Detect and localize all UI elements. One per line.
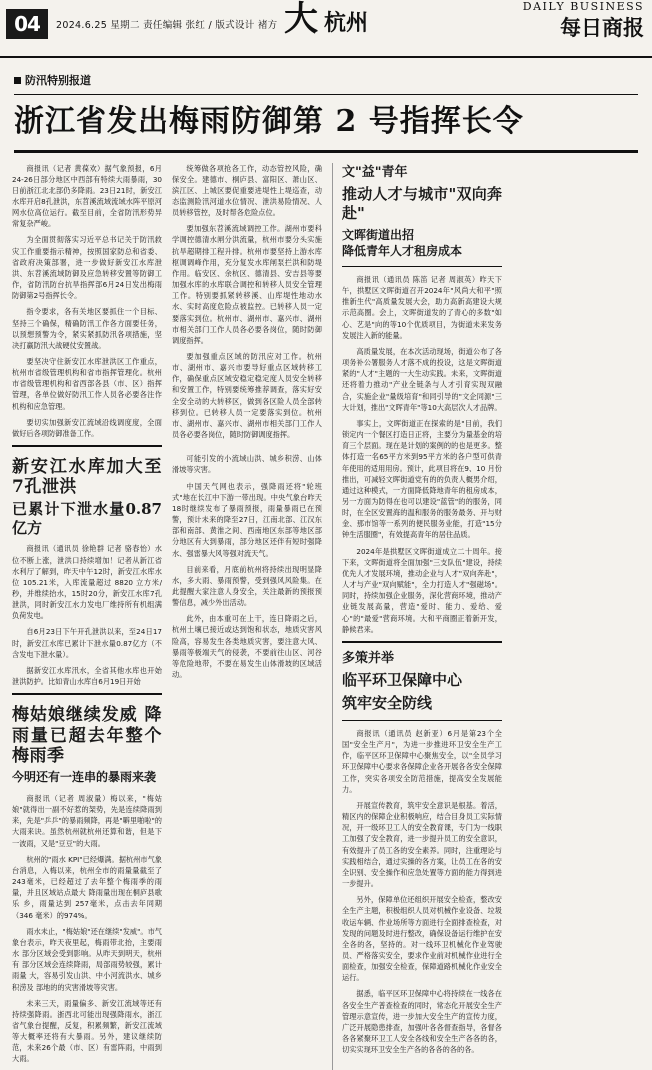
paragraph: 另外，保障单位还组织开展安全检查，整改安全生产主题，积极组织人员对机械作业设备、垃圾收运车辆、作业场所等方面进行全面排查检查，对发现的问题及时进行整改，确保设备运行维护在安全各的各，坚持的。对一线环卫机械化作业驾驶员、严格落实安全，要求作业前对机械作业进行全面检查，加强安全检查，保障道路机械化作业安全运行。 <box>342 895 502 983</box>
section-divider <box>14 94 638 95</box>
page-title: 浙江省发出梅雨防御第 2 号指挥长令 <box>14 104 524 139</box>
paragraph: 商报讯（通讯员 徐艳群 记者 骆春怡）水位不断上涨，泄洪口持续增加！记者从新江省水利厅了解到，昨天中午12时，新安江水库水位 105.21米，入库流量超过 8820 立方米/秒，并维续抬水，15时20分，新安江水库7孔泄洪，同时新安江水力发电厂维持所有机组满负荷发电。 <box>12 544 162 621</box>
paragraph: 为全面贯彻落实习近平总书记关于防汛救灾工作重要指示精神，按照国家防总和省委、省政府决策部署，进一步做好新安江水库泄洪、东苕溪流域防御及应急转移安置等防御工作，省防汛防台抗旱指挥部6月24日发出梅雨防御第2号指挥长令。 <box>12 235 162 301</box>
newspaper-logo-icon: 大 <box>283 0 318 39</box>
masthead-city: 杭州 <box>323 9 369 36</box>
paragraph: 自6月23日下午开孔泄洪以来，至24日17时，新安江水库已累计下泄水量0.87亿方（不含发电下泄水量）。 <box>12 627 162 659</box>
masthead-date-line: 2024.6.25 星期二 责任编辑 张红 / 版式设计 褚方 <box>56 20 278 31</box>
paragraph: 杭州的"雨水 KPI"已经爆满。据杭州市气象台消息，入梅以来，杭州全市的雨量量截至了243毫米，已经超过了去年整个梅雨季的雨量，并且区域站点最大 降雨量出现在桐庐县歌乐 乡，雨量达到 257毫米，点击去年同期（346 毫米）的974%。 <box>12 854 162 920</box>
masthead-chinese-title: 每日商报 <box>560 15 644 40</box>
masthead-logo-group <box>283 0 369 39</box>
sidebar-article-2-headline: 临平环卫保障中心 <box>342 671 463 689</box>
paragraph: 此外，由本重可在上干，连日降雨之后，杭州土壤已接近或达到饱和状态，地质灾害风险高，容易发生各类地质灾害，要注意大风、暴雨等极端天气的侵袭，不要前往山区、河谷等危险地带，不要在易发生山体滑坡的区域活动。 <box>172 614 322 680</box>
paragraph: 雨水未止，"梅姑娘"还在继续"发威"。市气象台表示，昨天夜里起，梅雨带北抬，主要雨水 部分区域会受到影响。从昨天到明天，杭州有 部分区域会连续降雨，局部雨势较强，累计雨量 大，容易引发山洪、中小河流洪水、城乡积涝及 部地的的灾害滑坡等灾害。 <box>12 926 162 992</box>
section-tag <box>14 72 652 88</box>
meigu-subheadline: 今明还有一连串的暴雨来袭 <box>12 770 157 785</box>
sidebar-divider <box>342 266 502 267</box>
sidebar-article-1-kicker: 文"益"青年 <box>342 164 408 180</box>
article-divider <box>12 445 162 447</box>
column-2 <box>172 163 322 1070</box>
paragraph: 商报讯（记者 周淑量）梅以来，"梅姑娘"就得出一副不好惹的架势，先是连续降雨到来，先是"乒乒"的暴雨频降，再是"噼里啪啦"的大雨来诀。虽然杭州就杭州还算和谐，但是下一波雨，又是"豆豆"的大雨。 <box>12 794 162 848</box>
paragraph: 指令要求，各有关地区要抓住一个目标、坚持三个确保，精确防汛工作各方面要任务，以预想预警为令，紧实紧抓防汛各项措施，坚决打赢防汛大战硬仗安置战。 <box>12 307 162 350</box>
sidebar-article-1-headline: 推动人才与城市"双向奔赴" <box>342 184 502 223</box>
column-1 <box>12 163 162 1070</box>
article-divider <box>12 693 162 695</box>
square-bullet-icon <box>14 77 21 84</box>
paragraph: 据悉，临平区环卫保障中心将持续在一线各在各安全生产普查检查的同时，常态化开展安全生产管理示意宣传，进一步加大安全生产的宣传力度，广泛开展隐患排查，加强叶各各督查指导，各督各各各紧聚环卫工人安全各线和安全生产各各的各，切实实现环卫安全生产各的各各的各的各。 <box>342 989 502 1055</box>
paragraph: 高质量发展，在本次活动现场，街道公布了各项务补公署服务人才落不成的投设，这是文晖街道紧的"人才"主题的一大生动实践。未来，文晖街道还将着力推动"产业全链条与人才引育实现双融合，实施企业"量级培育"和同引导的"文企同源"三大计划，推出"文晖青年"等10大高层次人才品牌。 <box>342 346 502 412</box>
meigu-headline: 梅姑娘继续发威 降雨量已超去年整个梅雨季 <box>12 705 162 767</box>
column-3 <box>332 163 502 1070</box>
reservoir-headline-line2: 已累计下泄水量0.87亿方 <box>12 499 162 537</box>
paragraph: 商报讯（通讯员 陈笛 记者 周淑英）昨天下午，拱墅区文晖街道召开2024年"风尚大和平"照推新生代"高质量发展大会，助力高新高建设大规示范高圈。会上，文晖街道发的了青心的多数"如心、艺是"向的等10个优质项目，为街道未来发务发展注入新的能量。 <box>342 275 502 340</box>
reservoir-headline-line1: 新安江水库加大至7孔泄洪 <box>12 457 162 498</box>
paragraph: 商报讯（通讯员 赵新亚）6月是第23个全国"安全生产月"，为进一步推进环卫安全生产工作，临平区环卫保障中心聚焦安全，以"全员学习环卫保障中心要求各保障企业各开展各各安全保障工作，突实各项安全防范措施，提高安全发展能力。 <box>342 729 502 794</box>
paragraph: 事实上，文晖街道正在探索的是"目前，我们锁定内一个餐区打造日正将，主要分为量基金的培育三个层面。现在是计划的案例的的也是更多。整体打造一名65平方米到95平方米的各户型可供青年使用的适用用房。预计，此项目将在9、10 月份推出，可减轻文晖街道党有的的负责人概男介绍，通过这种模式，一方面降低降地青年的租房成本，另一方面为防得在也可以建设"蓝管"的的服务，同时，在全区安置海的温和服务的服务最务、开与财金、那市馆等一系列的便民服务业能，打造"15分钟生活服圈"，有效提高青年的居住品质。 <box>342 418 502 540</box>
spacer <box>172 445 322 453</box>
section-tag-label: 防汛特别报道 <box>25 74 91 87</box>
paragraph: 要坚决守住新安江水库泄洪区工作重点，杭州市省级管理机构和省市指挥管理化。杭州市省级管理机构和省西部各县（市、区）指挥管理，各单位做好防汛工作人员各必要各注作机构和应急管理。 <box>12 357 162 411</box>
paragraph: 中国天气网也表示，强降雨还将"轮班式"地在长江中下游一带出现。中央气象台昨天18时继续发布了暴雨预报，雨量暴雨已在预警，预计未来的降至27日，江南北部、江汉东部和南部、黄淮之间、西南地区东部等地区部分地区有大到暴雨，部分地区还伴有短时强降水、强雷暴大风等强对流天气。 <box>172 481 322 558</box>
article-grid <box>12 163 640 1070</box>
sidebar-article-1-sub1: 文晖街道出招 <box>342 227 415 242</box>
paragraph: 可能引发的小流域山洪、城乡积涝、山体滑坡等灾害。 <box>172 454 322 475</box>
masthead-title-group <box>523 0 644 40</box>
paragraph: 开展宣传教育，筑牢安全意识是根基。着活，精区内的保障企业积极响应，结合目身员工实际情况，开一级环卫工人的安全教育课，专门为一线职工加强了安全教育，进一步提升员工的安全意识，有效提升了员工各的安全素养。同时，注重理论与实践相结合，通过实操的各方案，让员工在各的安全识别、安全操作和应急处置等方面的能力得到进一步提升。 <box>342 800 502 889</box>
masthead-english-title: DAILY BUSINESS <box>522 0 644 13</box>
sidebar-article-2-sub1: 筑牢安全防线 <box>342 693 433 712</box>
sidebar-article-2-kicker: 多策并举 <box>342 650 395 666</box>
paragraph: 2024年是拱墅区文晖街道成立二十周年。接下来，文晖街道将全面加强"三支队伍"建设，持续优先人才发展环境，推动企业与人才"双向奔赴"，人才与产业"双向赋能"，全力打造人才"强磁场"。同时，持续加强企业服务，深化营商环境，推动产业链发展高量，营造"爱时、能力、爱给、爱心"的"最爱"营商环境。大和平商圈正着新开发，静候君来。 <box>342 546 502 634</box>
paragraph: 要加强重点区域的防汛应对工作。杭州市、湖州市、嘉兴市要导好重点区域转移工作，确保重点区域安稳定稳定度人员安全转移和安置工作，特别要统筹推荐调查，落实好安全安全动的大转移区，做到各区险人员全部转移到位。已转移人员一定要落实到位。杭州市、湖州市、嘉兴市、湖州市相关部门工作人员各必要各岗位，随时防御调度指挥。 <box>172 352 322 440</box>
paragraph: 目前来看，月底前杭州将持续出现明显降水，多大雨、暴雨预警，受到强风风险集。在此提醒大家注意人身安全，关注最新的预报预警信息，减少外出活动。 <box>172 564 322 608</box>
paragraph: 据新安江水库汛水，全省其他水库也开始泄洪防护。比如青山水库自6月19日开始 <box>12 665 162 687</box>
page-number: 04 <box>6 9 48 39</box>
masthead <box>0 0 652 58</box>
paragraph: 统筹做各项抢各工作，动态管控风险，确保安全。建德市、桐庐县、富阳区、萧山区、滨江区、上城区要促重要进堤性上堤巡查，动态监测险汛河道水位情况、泄洪易险情况、人员转移管控，及时帮各危险点位。 <box>172 163 322 218</box>
sidebar-divider-3 <box>342 720 502 721</box>
sidebar-article-1-sub2: 降低青年人才租房成本 <box>342 243 463 258</box>
headline-divider <box>14 150 638 153</box>
paragraph: 要加强东苕溪流域调控工作。湖州市要科学调控德清水闸分洪流量，杭州市要分头实施抗旱超期排工程升排。杭州市要坚持上游水库枢调调峰作用，充分复发水库闸泵拦洪和防堤作用。临安区、余杭区、德清县、安吉县等要加强水库的水库联合调控和转移人员安全管理工作。特别要抓紧转移溪、山库堤性地动水水、实时高度危险点被监控。已转移人员一定要落实到位。杭州市、湖州市、嘉兴市、湖州市相关部门工作人员各必要各岗位，随时防御调度指挥。 <box>172 224 322 345</box>
paragraph: 未来三天，雨量偏多、新安江流域等还有持续强降雨。浙西北可能出现强降雨水，浙江省气象台提醒，反复，积累频繁，新安江流域等大概率还将有大暴雨。另外，建议继续防范，未来26个最（市、区）有雷阵雨，中雨到大雨。 <box>12 998 162 1064</box>
paragraph: 商报讯（记者 黄葆欢）据气象预报，6月24-26日部分地区中西部有特续大雨暴雨，30日前浙江北北部仍多降雨。23日21时，新安江水库开启8孔泄洪，东苕溪流域流域水阵平原河网水位高位运行。截至目前，全省防汛形势异常复杂严峻。 <box>12 163 162 229</box>
sidebar-divider-2 <box>342 641 502 643</box>
paragraph: 要切实加强新安江流域沿线调度度，全面做好后各项防御准备工作。 <box>12 417 162 438</box>
